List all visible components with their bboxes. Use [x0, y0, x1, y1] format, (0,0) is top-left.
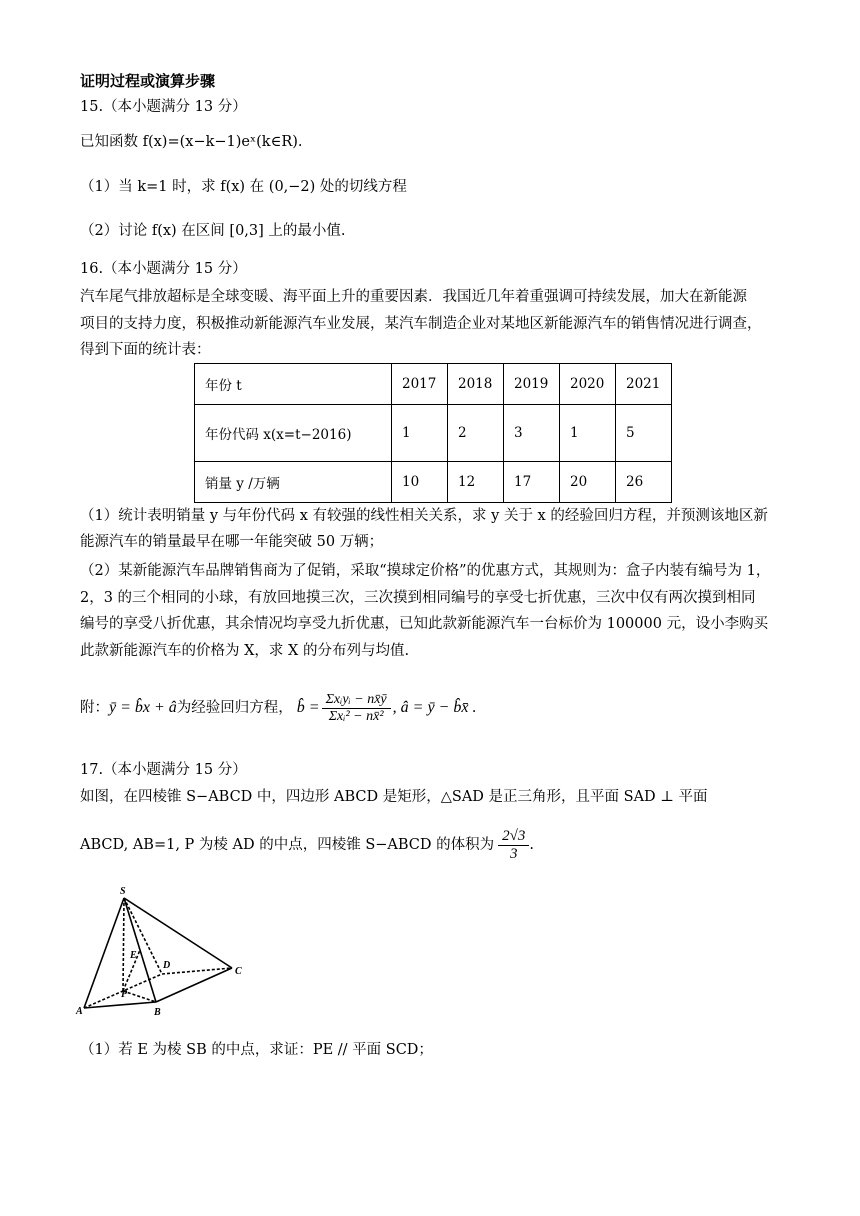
table-row [195, 405, 672, 462]
table-cell: 2019 [504, 364, 560, 405]
fraction-numerator: 2√3 [498, 828, 529, 846]
section-heading: 证明过程或演算步骤 [80, 72, 216, 90]
b-hat-fraction [322, 692, 391, 725]
fraction-denominator: 3 [510, 845, 518, 862]
regression-equation: ȳ = b̂x + â [109, 699, 177, 716]
label-e: E [130, 950, 137, 961]
q16-part1-line: （1）统计表明销量 y 与年份代码 x 有较强的线性相关关系，求 y 关于 x 的经验回归方程，并预测该地区新 [80, 508, 768, 524]
statistics-table [194, 363, 672, 503]
label-b: B [154, 1007, 161, 1018]
b-hat-label: b̂ = [296, 699, 320, 716]
table-cell: 17 [504, 462, 560, 503]
pyramid-figure [74, 880, 254, 1020]
label-p: P [121, 989, 128, 1000]
table-cell: 12 [448, 462, 504, 503]
q15-header: 15.（本小题满分 13 分） [80, 99, 247, 115]
table-cell: 2 [448, 405, 504, 462]
segment-sp [123, 898, 124, 991]
q16-intro-line: 汽车尾气排放超标是全球变暖、海平面上升的重要因素．我国近几年着重强调可持续发展，加大在新能源 [80, 289, 747, 305]
q17-stem-line [80, 823, 534, 867]
table-cell: 5 [616, 405, 672, 462]
q15-stem: 已知函数 f(x)=(x−k−1)eˣ(k∈R). [80, 134, 303, 150]
q16-part2-line: （2）某新能源汽车品牌销售商为了促销，采取“摸球定价格”的优惠方式，其规则为：盒子内装有编号为 1， [80, 563, 771, 579]
a-hat-formula: , â = ȳ − b̂x̄ . [392, 699, 477, 716]
q17-stem-line: 如图，在四棱锥 S−ABCD 中，四边形 ABCD 是矩形，△SAD 是正三角形，且平面 SAD ⊥ 平面 [80, 789, 708, 805]
table-row [195, 462, 672, 503]
table-row-label: 年份代码 x(x=t−2016) [195, 405, 392, 462]
fraction-numerator: Σxᵢyᵢ − nx̄ȳ [322, 692, 391, 709]
q16-part1-line: 能源汽车的销量最早在哪一年能突破 50 万辆； [80, 534, 384, 550]
table-cell: 2018 [448, 364, 504, 405]
q15-part1: （1）当 k=1 时，求 f(x) 在 (0,−2) 处的切线方程 [80, 179, 407, 195]
table-cell: 2021 [616, 364, 672, 405]
q16-part2-line: 编号的享受八折优惠，其余情况均享受九折优惠，已知此款新能源汽车一台标价为 100000 元，设小李购买 [80, 616, 769, 632]
table-row-label: 年份 t [195, 364, 392, 405]
period: . [529, 837, 534, 853]
edge-sb [124, 898, 156, 1002]
table-cell: 20 [560, 462, 616, 503]
edge-sa [84, 898, 124, 1008]
q16-header: 16.（本小题满分 15 分） [80, 261, 247, 277]
table-cell: 10 [392, 462, 448, 503]
q17-stem-text: ABCD, AB=1, P 为棱 AD 的中点，四棱锥 S−ABCD 的体积为 [80, 837, 495, 853]
q16-part2-line: 此款新能源汽车的价格为 X，求 X 的分布列与均值. [80, 643, 410, 659]
q16-part2-line: 2，3 的三个相同的小球，有放回地摸三次，三次摸到相同编号的享受七折优惠，三次中仅有两次摸到相同 [80, 590, 756, 606]
q16-intro-line: 得到下面的统计表： [80, 342, 211, 358]
table-cell: 2017 [392, 364, 448, 405]
fraction-denominator: Σxᵢ² − nx̄² [328, 708, 384, 724]
appendix-mid-text: 为经验回归方程， [176, 700, 293, 716]
segment-pb [123, 991, 156, 1002]
label-d: D [163, 960, 171, 971]
label-c: C [235, 966, 242, 977]
regression-formula [80, 678, 476, 738]
edge-sc [124, 898, 232, 968]
table-cell: 3 [504, 405, 560, 462]
table-cell: 1 [392, 405, 448, 462]
q17-part1: （1）若 E 为棱 SB 的中点，求证：PE // 平面 SCD； [80, 1042, 433, 1058]
table-cell: 2020 [560, 364, 616, 405]
appendix-prefix: 附： [80, 700, 109, 716]
q15-part2: （2）讨论 f(x) 在区间 [0,3] 上的最小值. [80, 223, 346, 239]
table-cell: 26 [616, 462, 672, 503]
table-row [195, 364, 672, 405]
q17-header: 17.（本小题满分 15 分） [80, 762, 247, 778]
label-a: A [76, 1006, 83, 1017]
label-s: S [120, 886, 126, 897]
q16-intro-line: 项目的支持力度，积极推动新能源汽车业发展，某汽车制造企业对某地区新能源汽车的销售情况进行调查， [80, 316, 762, 332]
volume-fraction [498, 828, 529, 863]
table-row-label: 销量 y /万辆 [195, 462, 392, 503]
table-cell: 1 [560, 405, 616, 462]
